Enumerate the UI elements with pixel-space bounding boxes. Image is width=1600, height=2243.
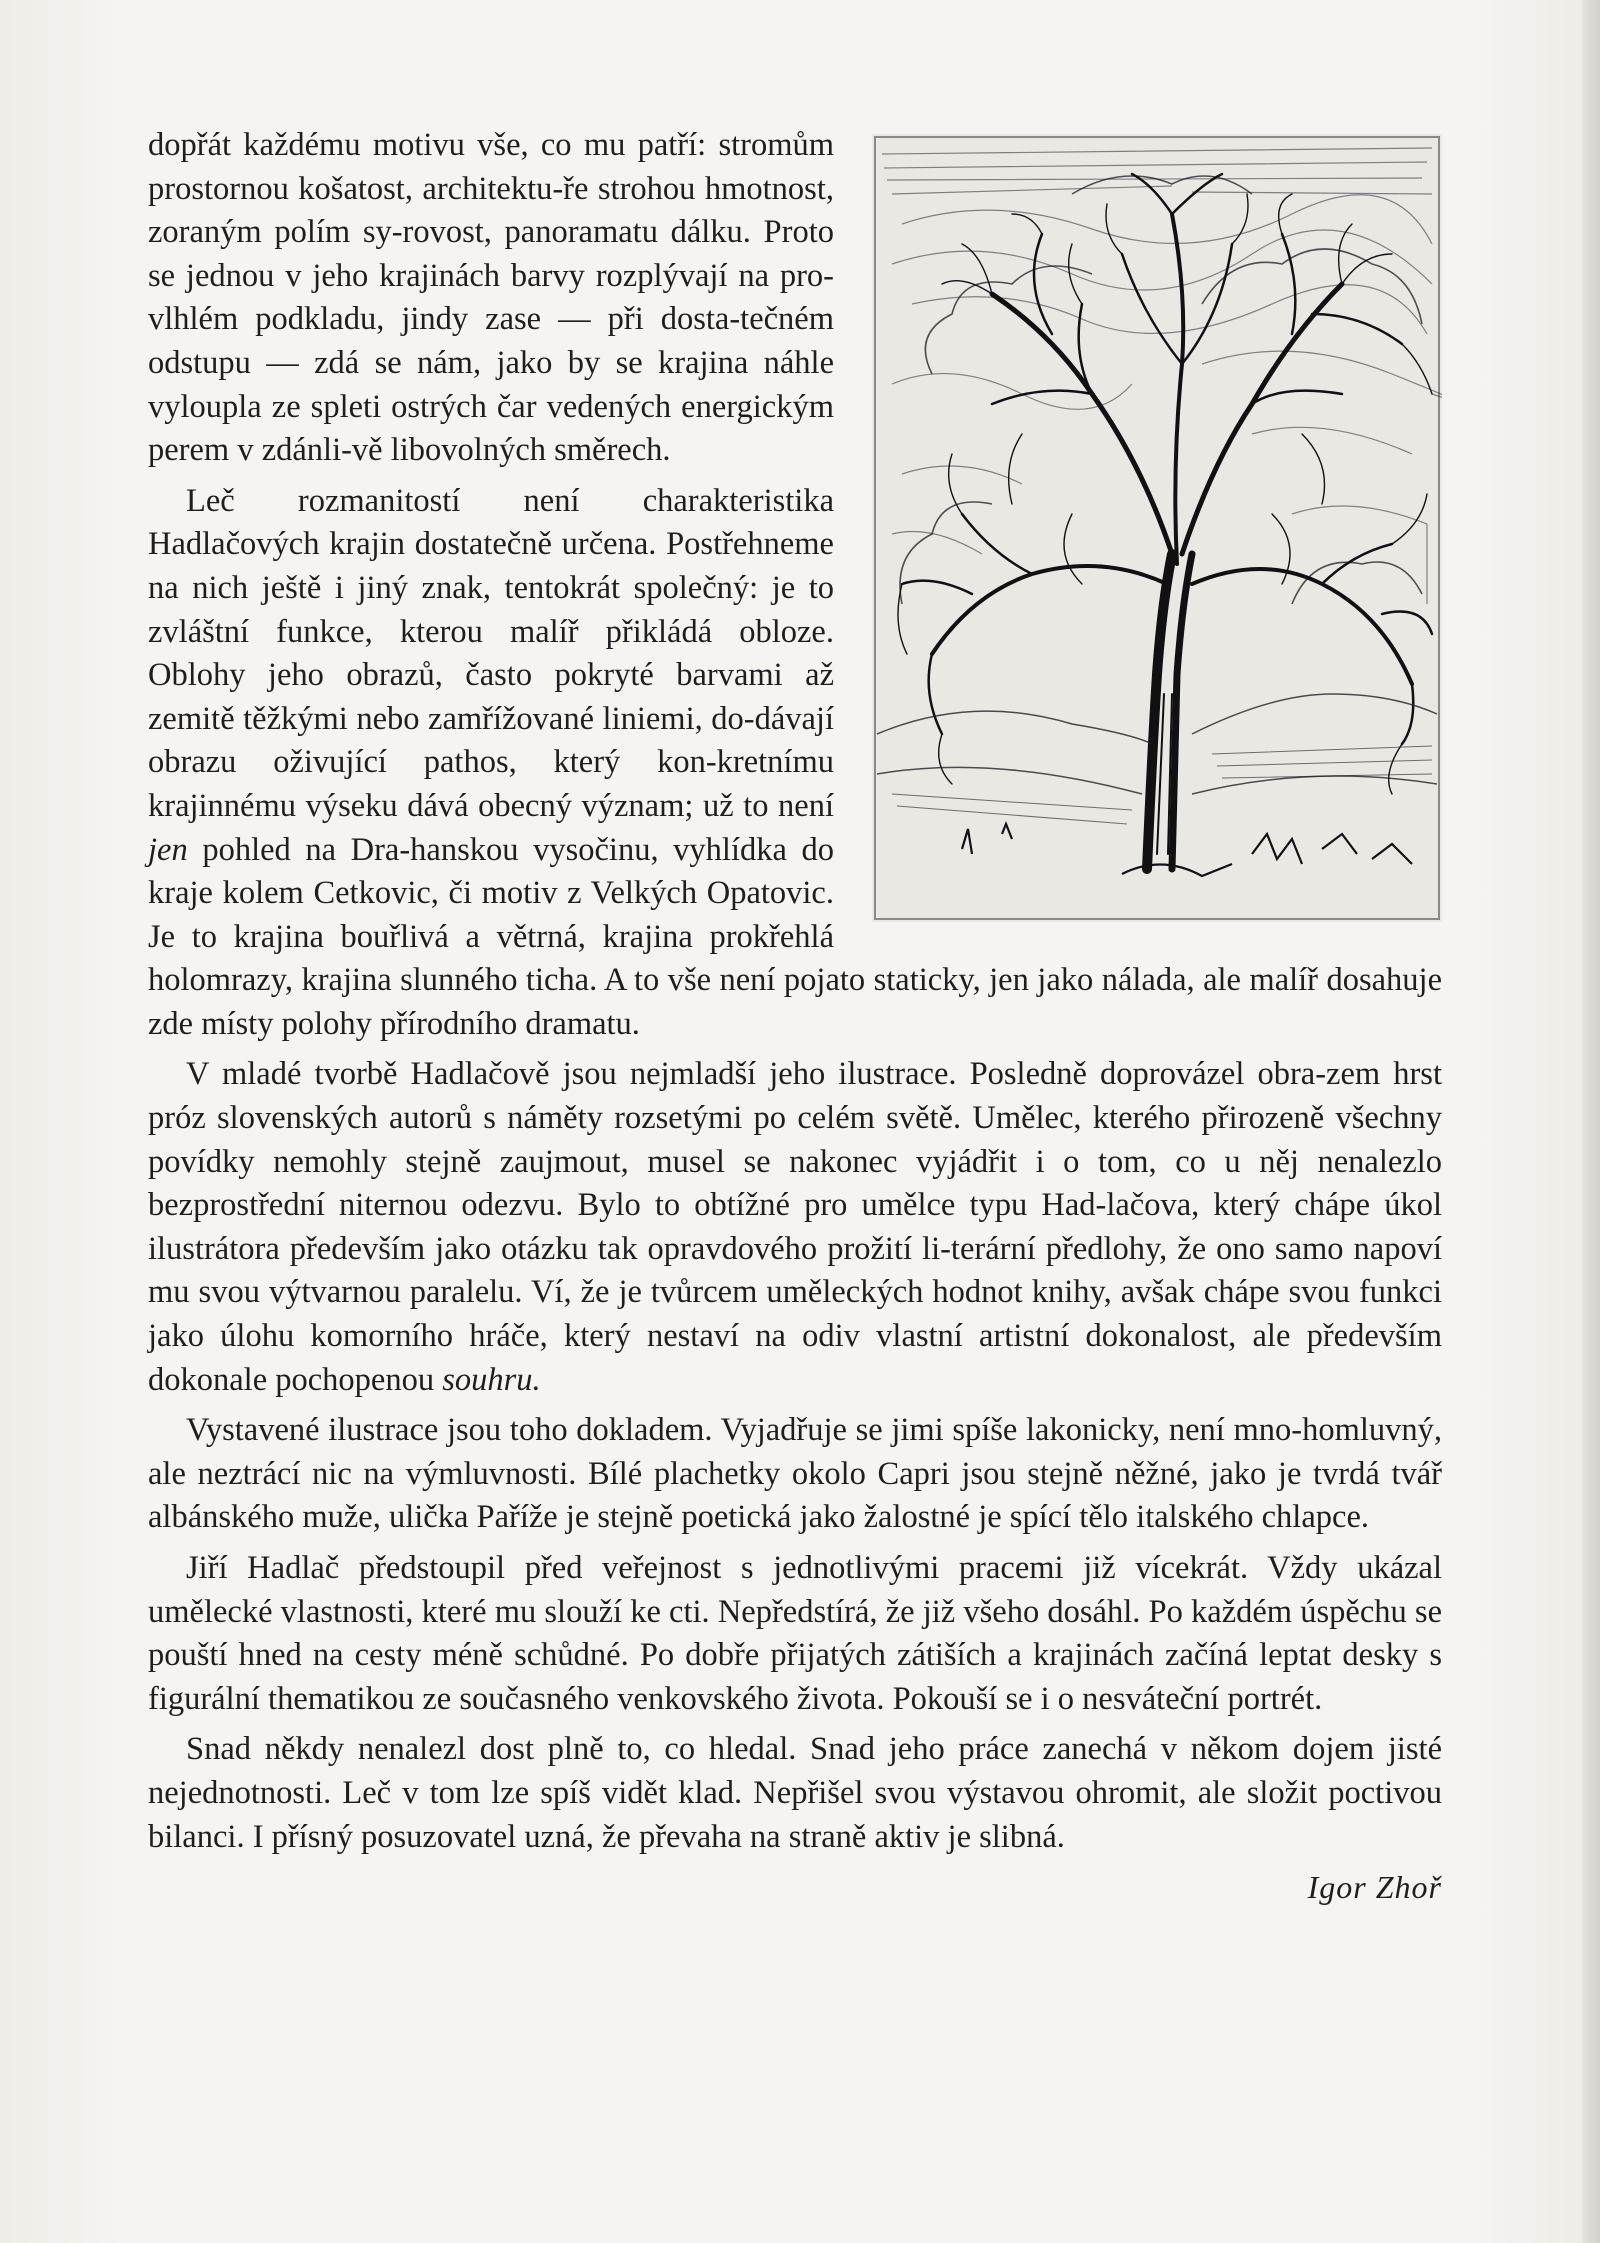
author-signature: Igor Zhoř [1307,1869,1442,1906]
paragraph-1: dopřát každému motivu vše, co mu patří: stromům prostornou košatost, architektu-ře strohou hmotnost, zoraným polím sy-rovost, panoramatu dálku. Proto se jednou v jeho krajinách barvy rozplývají na pro-vlhlém podkladu, jindy zase — při dosta-tečném odstupu — zdá se nám, jako by se krajina náhle vyloupla ze spleti ostrých čar vedených energickým perem v zdánli-vě libovolných směrech. [148,127,834,469]
paragraph-5: Jiří Hadlač předstoupil před veřejnost s jednotlivými pracemi již vícekrát. Vždy ukázal umělecké vlastnosti, které mu slouží ke cti. Nepředstírá, že již všeho dosáhl. Po každém úspěchu se pouští hned na cesty méně schůdné. Po dobře přijatých zátiších a krajinách začíná leptat desky s figurální thematikou ze současného venkovského života. Pokouší se i o nesváteční portrét. [148,1550,1442,1717]
emphasis-jen: jen [148,831,188,868]
emphasis-souhru: souhru. [442,1361,541,1398]
article-body [148,124,1442,1910]
paragraph-4: Vystavené ilustrace jsou toho dokladem. Vyjadřuje se jimi spíše lakonicky, není mno-homluvný, ale neztrácí nic na výmluvnosti. Bílé plachetky okolo Capri jsou stejně něžné, jako je tvrdá tvář albánského muže, ulička Paříže je stejně poetická jako žalostné je spící tělo italského chlapce. [148,1412,1442,1536]
page-edge [1582,0,1600,2243]
tree-etching-icon [872,134,1442,922]
paragraph-6: Snad někdy nenalezl dost plně to, co hledal. Snad jeho práce zanechá v někom dojem jisté nejednotnosti. Leč v tom lze spíš vidět klad. Nepřišel svou výstavou ohromit, ale složit poctivou bilanci. I přísný posuzovatel uzná, že převaha na straně aktiv je slibná. [148,1731,1442,1855]
paragraph-2: Leč rozmanitostí není charakteristika Hadlačových krajin dostatečně určena. Postřehneme na nich ještě i jiný znak, tentokrát společný: je to zvláštní funkce, kterou malíř přikládá obloze. Oblohy jeho obrazů, často pokryté barvami až zemitě těžkými nebo zamřížované liniemi, do-dávají obrazu oživující pathos, který kon-kretnímu krajinnému výseku dává obecný význam; už to není jen pohled na Dra-hanskou vysočinu, vyhlídka do kraje kolem Cetkovic, či motiv z Velkých Opatovic. Je to krajina bouřlivá a větrná, krajina prokřehlá holomrazy, krajina slunného ticha. A to vše není pojato staticky, jen jako nálada, ale malíř dosahuje zde místy polohy přírodního dramatu. [148,482,1442,1042]
paragraph-3: V mladé tvorbě Hadlačově jsou nejmladší jeho ilustrace. Posledně doprovázel obra-zem hrst próz slovenských autorů s náměty rozsetými po celém světě. Umělec, kterého přirozeně všechny povídky nemohly stejně zaujmout, musel se nakonec vyjádřit i o tom, co u něj nenalezlo bezprostřední niternou odezvu. Bylo to obtížné pro umělce typu Had-lačova, který chápe úkol ilustrátora především jako otázku tak opravdového prožití li-terární předlohy, že ono samo napoví mu svou výtvarnou paralelu. Ví, že je tvůrcem uměleckých hodnot knihy, avšak chápe svou funkci jako úlohu komorního hráče, který nestaví na odiv vlastní artistní dokonalost, ale především dokonale pochopenou souhru. [148,1056,1442,1398]
tree-etching-illustration [872,134,1442,922]
